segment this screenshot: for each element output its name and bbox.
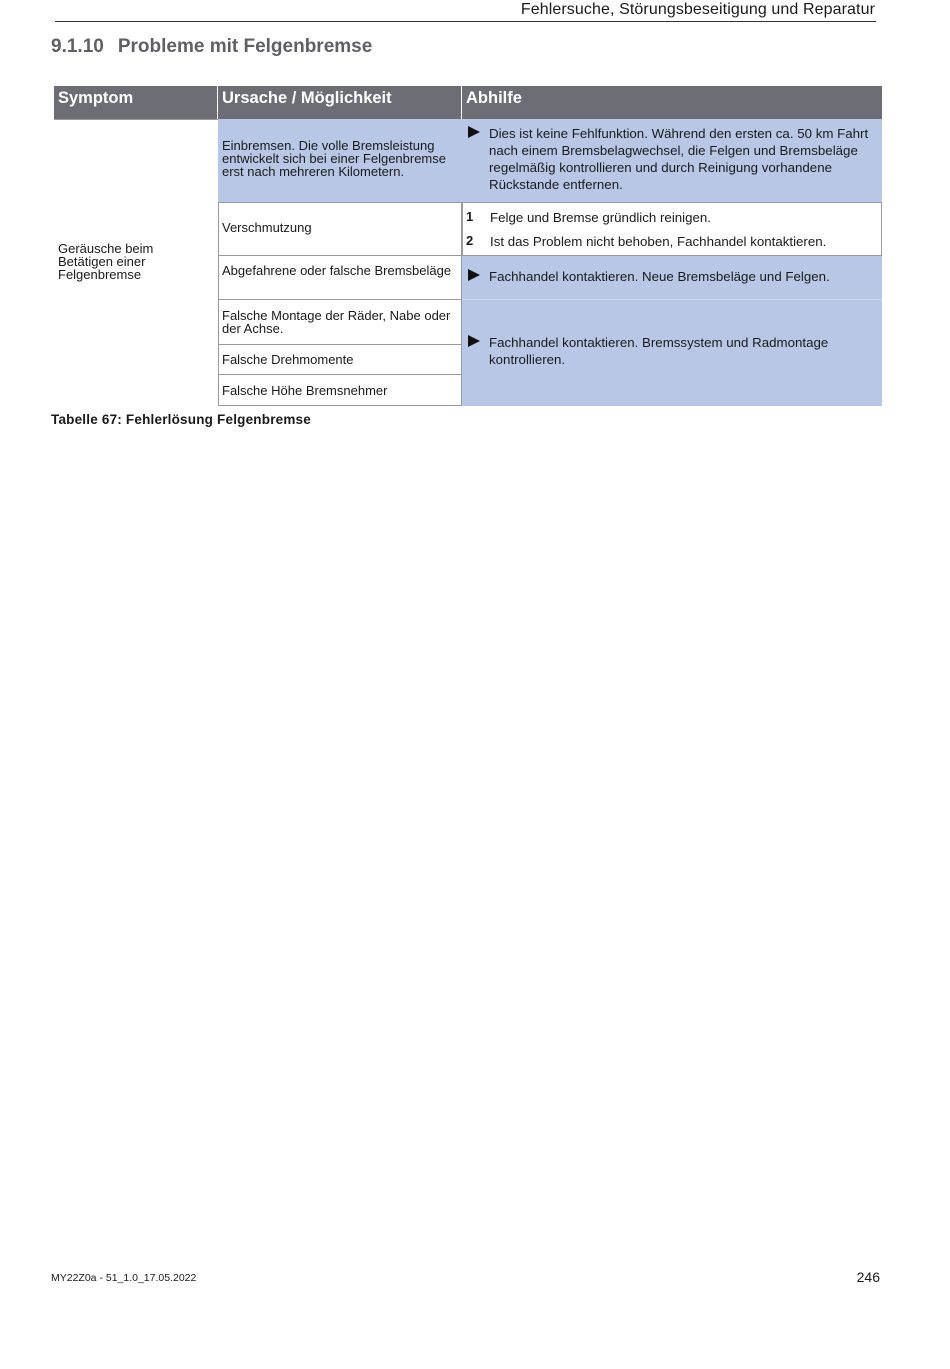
symptom-text: Geräusche beim Betätigen einer Felgenbremse <box>58 241 154 282</box>
cause-cell <box>218 299 462 345</box>
remedy-cell <box>462 119 882 202</box>
step-number: 1 <box>466 209 474 224</box>
cause-cell <box>218 374 462 406</box>
remedy-cell <box>462 300 882 406</box>
column-header-remedy: Abhilfe <box>462 86 882 119</box>
table-caption: Tabelle 67: Fehlerlösung Felgenbremse <box>51 412 311 427</box>
remedy-text: Dies ist keine Fehlfunktion. Während den ersten ca. 50 km Fahrt nach einem Bremsbelagwechsel, die Felgen und Bremsbeläge regelmäßig kontrollieren und durch Reinigung vorhandene Rückstande entfernen. <box>489 126 869 192</box>
column-header-symptom: Symptom <box>54 86 218 119</box>
remedy-text: Fachhandel kontaktieren. Neue Bremsbeläge und Felgen. <box>489 269 830 284</box>
section-number: 9.1.10 <box>51 36 104 57</box>
cause-text: Einbremsen. Die volle Bremsleistung entwickelt sich bei einer Felgenbremse erst nach mehreren Kilometern. <box>222 138 446 179</box>
cause-text: Falsche Drehmomente <box>222 352 354 367</box>
symptom-cell <box>54 119 218 406</box>
arrow-bullet-icon <box>468 335 480 347</box>
page-number: 246 <box>856 1269 880 1285</box>
remedy-text: Fachhandel kontaktieren. Bremssystem und Radmontage kontrollieren. <box>489 335 829 367</box>
arrow-bullet-icon <box>468 269 480 281</box>
cause-cell <box>218 119 462 202</box>
cause-cell <box>218 344 462 375</box>
header-divider <box>55 21 876 22</box>
cause-text: Falsche Montage der Räder, Nabe oder der Achse. <box>222 308 451 336</box>
column-header-cause: Ursache / Möglichkeit <box>218 86 462 119</box>
cause-text: Verschmutzung <box>222 220 312 235</box>
remedy-cell <box>462 256 882 300</box>
step-text: Ist das Problem nicht behoben, Fachhandel kontaktieren. <box>490 234 827 249</box>
cause-cell <box>218 255 462 300</box>
document-id: MY22Z0a - 51_1.0_17.05.2022 <box>51 1272 197 1284</box>
step-number: 2 <box>466 233 474 248</box>
step-text: Felge und Bremse gründlich reinigen. <box>490 210 712 225</box>
cause-cell <box>218 202 462 256</box>
arrow-bullet-icon <box>468 126 480 138</box>
cause-text: Falsche Höhe Bremsnehmer <box>222 383 388 398</box>
section-heading <box>51 36 372 58</box>
section-title: Probleme mit Felgenbremse <box>117 36 373 57</box>
remedy-cell <box>462 202 882 256</box>
chapter-title: Fehlersuche, Störungsbeseitigung und Reparatur <box>520 1 875 18</box>
troubleshooting-table <box>54 86 882 406</box>
cause-text: Abgefahrene oder falsche Bremsbeläge <box>222 263 452 278</box>
